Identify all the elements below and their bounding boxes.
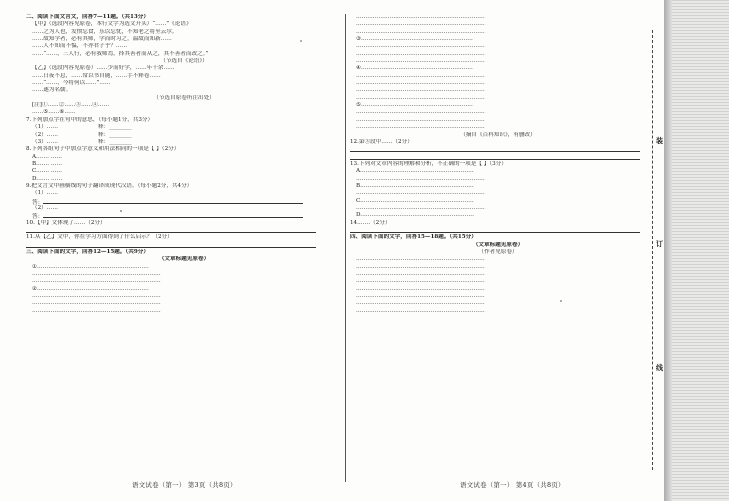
line-text: …………………………………………………………… xyxy=(356,87,485,94)
line-text: ……故知学者，必有其师，学而时习之，温故而知新…… xyxy=(32,36,172,43)
line-text: …………………………………………………………… xyxy=(356,204,485,211)
right_page-line xyxy=(350,154,646,161)
line-text: [注]①……②……③……④…… xyxy=(32,102,110,109)
line-text: …………………………………………………………… xyxy=(356,50,485,57)
answer-line[interactable] xyxy=(43,198,303,204)
line-text: （1）…… xyxy=(32,190,58,197)
binding-margin-strip xyxy=(664,0,729,501)
answer-line[interactable] xyxy=(350,227,640,233)
answer-blank[interactable]: 释：________ xyxy=(97,124,132,131)
right_page-line xyxy=(350,51,646,58)
line-text: …………………………………………………………… xyxy=(356,109,485,116)
right_page-line xyxy=(350,205,646,212)
right_page-line xyxy=(350,286,646,293)
right_page-line xyxy=(350,95,646,102)
line-text: …………………………………………………………… xyxy=(356,43,485,50)
scan-speck xyxy=(560,300,562,302)
line-text: …………………………………………………………… xyxy=(356,278,485,285)
right_page-line xyxy=(350,139,646,146)
line-text: …………………………………………………………… xyxy=(356,28,485,35)
line-text: ②…………………………………………………… xyxy=(32,285,149,292)
right_page-line xyxy=(350,132,646,139)
left_page-line xyxy=(26,124,342,131)
line-text: …………………………………………………………… xyxy=(32,271,161,278)
line-text: …………………………………………………………… xyxy=(356,307,485,314)
right_page-line xyxy=(350,36,646,43)
line-text: 三、阅读下面的文字，回答12—15题。（共9分） xyxy=(26,249,149,255)
page-3-footer: 语文试卷（第一） 第3页（共8页） xyxy=(132,481,237,489)
right_page-line xyxy=(350,278,646,285)
line-text: C.…………………………………………………… xyxy=(356,197,474,204)
left_page-line xyxy=(26,242,342,249)
line-text: （文章标题见原卷） xyxy=(158,256,210,263)
line-text: ……遂为名儒。 xyxy=(32,87,72,94)
line-text: ③…………………………………………………… xyxy=(356,36,473,43)
line-text: ……之为人也，发愤忘食，乐以忘忧，不知老之将至云尔。 xyxy=(32,28,178,35)
right_page-line xyxy=(350,198,646,205)
line-text: （节选自《论语》） xyxy=(160,58,208,65)
left_page-line xyxy=(26,146,342,153)
line-text: …………………………………………………………… xyxy=(356,190,485,197)
right_page-line xyxy=(350,73,646,80)
line-text: 9.把文言文中画横线的句子翻译成现代汉语。（每小题2分，共4分） xyxy=(26,182,193,189)
right_page-line xyxy=(350,14,646,21)
line-text: …………………………………………………………… xyxy=(32,300,161,307)
answer-blank[interactable]: 释：________ xyxy=(97,138,132,145)
line-text: …………………………………………………………… xyxy=(356,72,485,79)
line-text: …………………………………………………………… xyxy=(356,271,485,278)
scan-speck xyxy=(300,40,302,42)
scan-speck xyxy=(120,210,122,212)
answer-line[interactable] xyxy=(26,242,316,248)
line-text: D.…… …… xyxy=(32,175,63,182)
left_page-line xyxy=(26,73,342,80)
left_page-line xyxy=(26,139,342,146)
left_page-line xyxy=(26,264,342,271)
right_page-line xyxy=(350,80,646,87)
left_page-line xyxy=(26,249,342,256)
line-text: 【甲】（选段内容见原卷，本行文字为选文开头）“……”《论语》 xyxy=(32,21,192,28)
line-text: ……日夜不息，……常以书自随，……手不释卷…… xyxy=(32,72,161,79)
left_page-line xyxy=(26,205,342,212)
line-text: ……“……，今将何以……”…… xyxy=(32,80,111,87)
left_page-line xyxy=(26,117,342,124)
right_page-line xyxy=(350,43,646,50)
line-text: …………………………………………………………… xyxy=(32,307,161,314)
left_page-line xyxy=(26,220,342,227)
line-text: （摘自《百科知识》，有删改） xyxy=(460,131,536,138)
right_page-line xyxy=(350,109,646,116)
left_page-line xyxy=(26,154,342,161)
left_page-line xyxy=(26,183,342,190)
binding-char-zhuang: 装 xyxy=(656,136,663,145)
left_page-line xyxy=(26,21,342,28)
binding-char-xian: 线 xyxy=(656,363,663,372)
left_page-line xyxy=(26,80,342,87)
right_page-line xyxy=(350,300,646,307)
left_page-line xyxy=(26,109,342,116)
left_page-line xyxy=(26,212,342,219)
left_page-line xyxy=(26,198,342,205)
right_page-line xyxy=(350,168,646,175)
left_page-line xyxy=(26,43,342,50)
right_page-line xyxy=(350,264,646,271)
answer-blank[interactable]: 释：________ xyxy=(97,131,132,138)
line-text: ……⑤……⑥…… xyxy=(32,109,76,116)
answer-line[interactable] xyxy=(26,227,316,233)
line-text: B.…… …… xyxy=(32,160,63,167)
right_page-line xyxy=(350,227,646,234)
left_page-line xyxy=(26,190,342,197)
binding-char-ding: 订 xyxy=(656,239,663,248)
line-text: ……人不知而不愠，不亦君子乎？…… xyxy=(32,43,128,50)
right_page-line xyxy=(350,87,646,94)
line-text: 13.下列对文章内容的理解和分析，不正确的一项是【 】（3分） xyxy=(350,160,507,167)
exam-page-4 xyxy=(350,14,646,476)
line-text: 12.第③段中……（2分） xyxy=(350,138,413,145)
line-text: （2）…… xyxy=(32,131,58,138)
left_page-line xyxy=(26,87,342,94)
line-text: …………………………………………………………… xyxy=(356,256,485,263)
line-text: 答： xyxy=(32,199,44,205)
left_page-line xyxy=(26,65,342,72)
right_page-line xyxy=(350,220,646,227)
left_page-line xyxy=(26,102,342,109)
left_page-line xyxy=(26,227,342,234)
line-text: …………………………………………………………… xyxy=(356,285,485,292)
line-text: …………………………………………………………… xyxy=(356,263,485,270)
line-text: …………………………………………………………… xyxy=(356,21,485,28)
answer-line[interactable] xyxy=(350,154,640,160)
line-text: …………………………………………………………… xyxy=(356,116,485,123)
exam-page-3 xyxy=(26,14,342,476)
right_page-line xyxy=(350,58,646,65)
left_page-line xyxy=(26,300,342,307)
answer-line[interactable] xyxy=(43,212,303,218)
right_page-line xyxy=(350,234,646,241)
line-text: …………………………………………………………… xyxy=(356,80,485,87)
right_page-line xyxy=(350,256,646,263)
right_page-line xyxy=(350,271,646,278)
right_page-line xyxy=(350,124,646,131)
line-text: 14.……（2分） xyxy=(350,219,391,226)
right_page-line xyxy=(350,161,646,168)
line-text: …………………………………………………………… xyxy=(356,293,485,300)
right_page-line xyxy=(350,102,646,109)
line-text: 7.下列加点字在句中的意思，（每小题1分，共3分） xyxy=(26,116,154,123)
line-text: …………………………………………………………… xyxy=(32,293,161,300)
right_page-line xyxy=(350,249,646,256)
line-text: ①…………………………………………………… xyxy=(32,263,149,270)
line-text: …………………………………………………………… xyxy=(356,14,485,20)
line-text: 【乙】（选段内容见原卷）……少而好学，……年十余…… xyxy=(32,65,175,72)
left_page-line xyxy=(26,29,342,36)
left_page-line xyxy=(26,293,342,300)
right_page-line xyxy=(350,117,646,124)
line-text: 8.下列各组句子中加点字意义和用法相同的一项是【 】（2分） xyxy=(26,146,180,153)
right_page-line xyxy=(350,293,646,300)
line-text: …………………………………………………………… xyxy=(356,94,485,101)
line-text: A.…… …… xyxy=(32,153,62,160)
line-text: 答： xyxy=(32,214,44,220)
line-text: …………………………………………………………… xyxy=(356,124,485,131)
left_page-line xyxy=(26,176,342,183)
line-text: （3）…… xyxy=(32,138,58,145)
line-text: …………………………………………………………… xyxy=(356,175,485,182)
right_page-line xyxy=(350,176,646,183)
left_page-line xyxy=(26,132,342,139)
line-text: B.…………………………………………………… xyxy=(356,182,474,189)
left_page-line xyxy=(26,234,342,241)
left_page-line xyxy=(26,271,342,278)
right_page-line xyxy=(350,212,646,219)
left_page-line xyxy=(26,256,342,263)
line-text: （1）…… xyxy=(32,124,58,131)
line-text: 10.【甲】文体现了……（2分） xyxy=(26,219,106,226)
line-text: A.…………………………………………………… xyxy=(356,168,474,175)
line-text: …………………………………………………………… xyxy=(356,300,485,307)
right_page-line xyxy=(350,21,646,28)
left_page-line xyxy=(26,58,342,65)
left_page-line xyxy=(26,168,342,175)
left_page-line xyxy=(26,36,342,43)
right_page-line xyxy=(350,65,646,72)
line-text: 四、阅读下面的文字，回答15—18题。（共15分） xyxy=(350,234,477,241)
line-text: D.…………………………………………………… xyxy=(356,212,474,219)
right_page-line xyxy=(350,190,646,197)
line-text: ⑤…………………………………………………… xyxy=(356,102,473,109)
answer-line[interactable] xyxy=(350,146,640,152)
line-text: （节选自原卷所注出处） xyxy=(153,94,215,101)
line-text: 二、阅读下面文言文，回答7—11题。（共13分） xyxy=(26,14,149,20)
right_page-line xyxy=(350,29,646,36)
line-text: ……“……，三人行，必有我师焉，择其善者而从之，其不善者而改之。” xyxy=(32,50,209,57)
left_page-line xyxy=(26,308,342,315)
line-text: （2）…… xyxy=(32,204,58,211)
binding-dashed-line xyxy=(652,30,653,470)
line-text: …………………………………………………………… xyxy=(32,278,161,285)
left_page-line xyxy=(26,286,342,293)
page-divider xyxy=(345,14,346,482)
line-text: ④…………………………………………………… xyxy=(356,65,473,72)
right_page-line xyxy=(350,308,646,315)
left_page-line xyxy=(26,278,342,285)
left_page-line xyxy=(26,51,342,58)
line-text: …………………………………………………………… xyxy=(356,58,485,65)
line-text: C.…… …… xyxy=(32,168,63,175)
line-text: （作者见原卷） xyxy=(478,249,518,255)
line-text: 11.从【乙】文中，你在学习方面得到了什么启示？（2分） xyxy=(26,234,173,241)
right_page-line xyxy=(350,146,646,153)
line-text: （文章标题见原卷） xyxy=(472,241,524,248)
right_page-line xyxy=(350,183,646,190)
left_page-line xyxy=(26,95,342,102)
left_page-line xyxy=(26,14,342,21)
page-4-footer: 语文试卷（第一） 第4页（共8页） xyxy=(460,481,565,489)
left_page-line xyxy=(26,161,342,168)
right_page-line xyxy=(350,242,646,249)
